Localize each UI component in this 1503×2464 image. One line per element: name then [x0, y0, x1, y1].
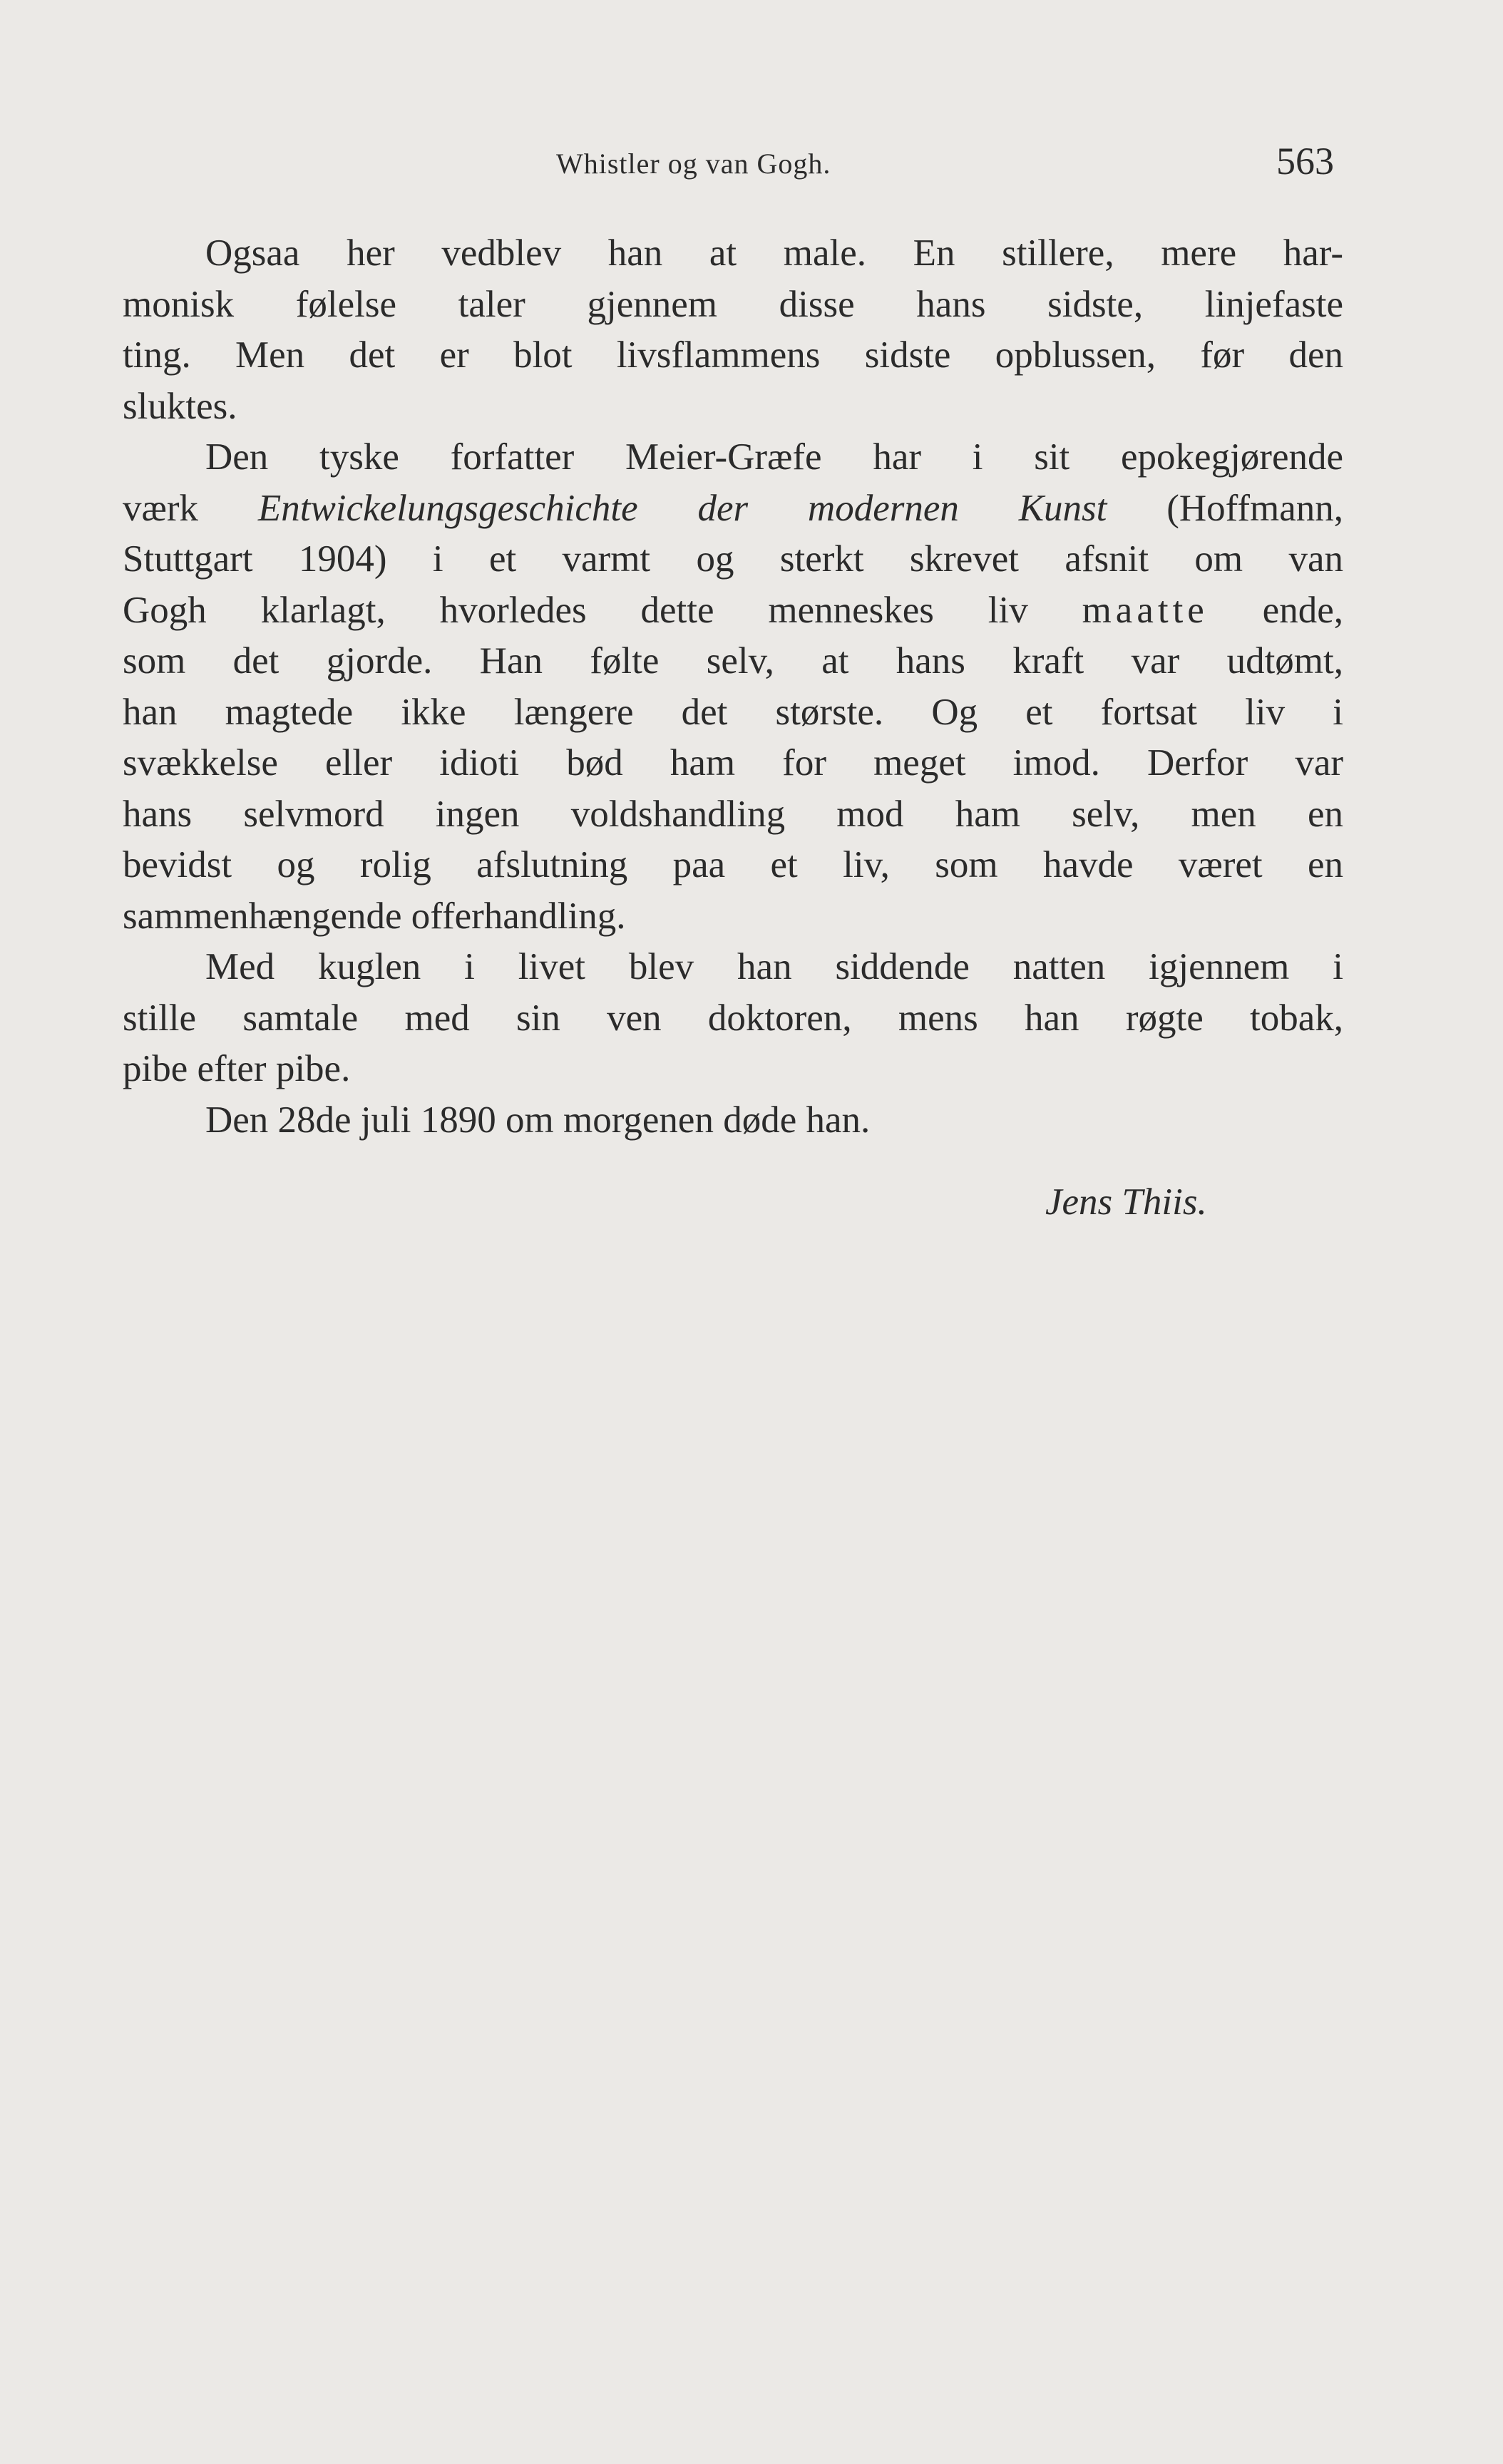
- text-segment: værk: [123, 487, 258, 529]
- book-title: Entwickelungsgeschichte der modernen Kunst: [257, 487, 1107, 529]
- page-number: 563: [1276, 140, 1334, 183]
- text-line: Stuttgart 1904) i et varmt og sterkt skrevet afsnit om van: [123, 538, 1343, 580]
- text-line: sluktes.: [123, 385, 237, 427]
- text-line: monisk følelse taler gjennem disse hans sidste, linjefaste: [123, 283, 1343, 325]
- author-signature: Jens Thiis.: [1045, 1181, 1207, 1223]
- body-text: [123, 228, 1343, 1146]
- text-line: svækkelse eller idioti bød ham for meget imod. Derfor var: [123, 742, 1343, 784]
- text-line: hans selvmord ingen voldshandling mod ham selv, men en: [123, 793, 1343, 835]
- text-segment: ende,: [1208, 589, 1343, 631]
- running-head: [0, 139, 1503, 189]
- text-line: [123, 585, 1343, 637]
- text-line: Ogsaa her vedblev han at male. En stillere, mere har-: [205, 232, 1343, 274]
- text-line: bevidst og rolig afslutning paa et liv, som havde været en: [123, 844, 1343, 885]
- text-segment: Gogh klarlagt, hvorledes dette menneskes liv: [123, 589, 1082, 631]
- text-line: [123, 483, 1343, 535]
- text-line: Den tyske forfatter Meier-Græfe har i sit epokegjørende: [205, 436, 1343, 478]
- text-line: stille samtale med sin ven doktoren, mens han røgte tobak,: [123, 997, 1343, 1039]
- text-line: han magtede ikke længere det største. Og et fortsat liv i: [123, 691, 1343, 733]
- text-line: Med kuglen i livet blev han siddende natten igjennem i: [205, 946, 1343, 987]
- text-line: som det gjorde. Han følte selv, at hans kraft var udtømt,: [123, 640, 1343, 682]
- emphasized-word: maatte: [1082, 589, 1209, 631]
- text-segment: (Hoffmann,: [1107, 487, 1343, 529]
- text-line: Den 28de juli 1890 om morgenen døde han.: [205, 1099, 871, 1141]
- text-line: pibe efter pibe.: [123, 1048, 351, 1089]
- text-line: ting. Men det er blot livsflammens sidste opblussen, før den: [123, 334, 1343, 376]
- running-title: Whistler og van Gogh.: [556, 148, 831, 180]
- text-line: sammenhængende offerhandling.: [123, 895, 626, 937]
